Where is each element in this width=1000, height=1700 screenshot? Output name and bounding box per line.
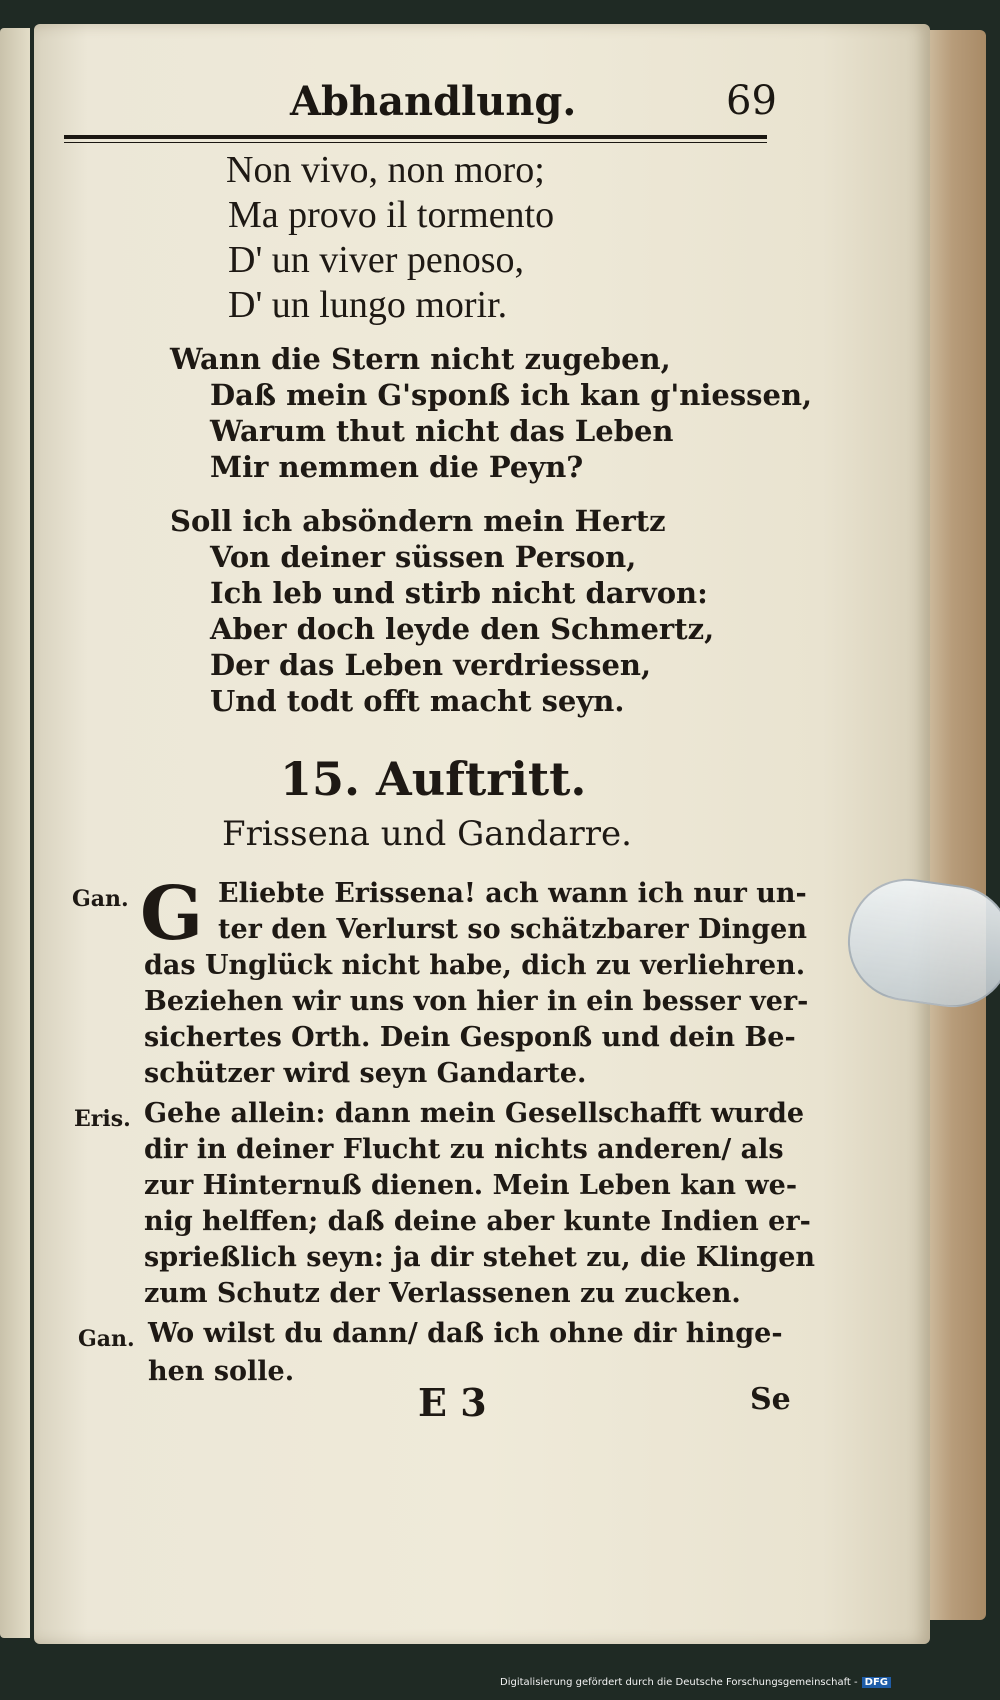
speaker-label: Gan. xyxy=(72,886,129,912)
verse-line: Warum thut nicht das Leben xyxy=(210,414,674,448)
scene-subheading: Frissena und Gandarre. xyxy=(222,814,632,854)
dialogue-line: sichertes Orth. Dein Gesponß und dein Be- xyxy=(144,1022,796,1053)
dialogue-line: ter den Verlurst so schätzbarer Dingen xyxy=(218,914,807,945)
verse-line: Daß mein G'sponß ich kan g'niessen, xyxy=(210,378,813,412)
verse-line: Soll ich absöndern mein Hertz xyxy=(170,504,666,538)
dialogue-line: das Unglück nicht habe, dich zu verliehren. xyxy=(144,950,806,981)
drop-cap: G xyxy=(140,871,204,957)
verse-line: Wann die Stern nicht zugeben, xyxy=(170,342,671,376)
dialogue-line: Gehe allein: dann mein Gesellschafft wurde xyxy=(144,1098,805,1129)
catchword: Se xyxy=(750,1382,791,1417)
dialogue-line: Eliebte Erissena! ach wann ich nur un- xyxy=(218,878,807,909)
dialogue-line: sprießlich seyn: ja dir stehet zu, die Klingen xyxy=(144,1242,816,1273)
verse-line: Ma provo il tormento xyxy=(228,194,555,236)
dialogue-line: schützer wird seyn Gandarte. xyxy=(144,1058,587,1089)
dialogue-line: dir in deiner Flucht zu nichts anderen/ als xyxy=(144,1134,784,1165)
digitization-credit xyxy=(500,1677,990,1695)
facing-page-edge xyxy=(0,28,30,1638)
speaker-label: Gan. xyxy=(78,1326,135,1352)
dialogue-line: Beziehen wir uns von hier in ein besser ver- xyxy=(144,986,809,1017)
header-rule-thin xyxy=(64,142,767,143)
page-number: 69 xyxy=(726,78,777,124)
dialogue-line: zur Hinternuß dienen. Mein Leben kan we- xyxy=(144,1170,798,1201)
header-rule xyxy=(64,135,767,139)
page-header xyxy=(280,78,780,128)
verse-line: Ich leb und stirb nicht darvon: xyxy=(210,576,708,610)
dialogue-line: zum Schutz der Verlassenen zu zucken. xyxy=(144,1278,741,1309)
signature-mark: E 3 xyxy=(418,1380,487,1425)
dialogue-line: Wo wilst du dann/ daß ich ohne dir hinge- xyxy=(148,1318,783,1349)
scene-heading: 15. Auftritt. xyxy=(280,752,587,806)
verse-line: Non vivo, non moro; xyxy=(226,149,545,191)
page-block-edge xyxy=(930,30,986,1620)
verse-line: Der das Leben verdriessen, xyxy=(210,648,652,682)
verse-line: Aber doch leyde den Schmertz, xyxy=(210,612,715,646)
verse-line: Mir nemmen die Peyn? xyxy=(210,450,584,484)
verse-line: Von deiner süssen Person, xyxy=(210,540,637,574)
speaker-label: Eris. xyxy=(74,1106,131,1132)
dfg-badge: DFG xyxy=(862,1677,891,1688)
verse-line: D' un lungo morir. xyxy=(228,284,508,326)
verse-line: Und todt offt macht seyn. xyxy=(210,684,625,718)
running-head: Abhandlung. xyxy=(290,78,577,125)
dialogue-line: nig helffen; daß deine aber kunte Indien er- xyxy=(144,1206,811,1237)
verse-line: D' un viver penoso, xyxy=(228,239,525,281)
credit-text: Digitalisierung gefördert durch die Deutsche Forschungsgemeinschaft - xyxy=(500,1677,858,1688)
dialogue-line: hen solle. xyxy=(148,1356,295,1387)
